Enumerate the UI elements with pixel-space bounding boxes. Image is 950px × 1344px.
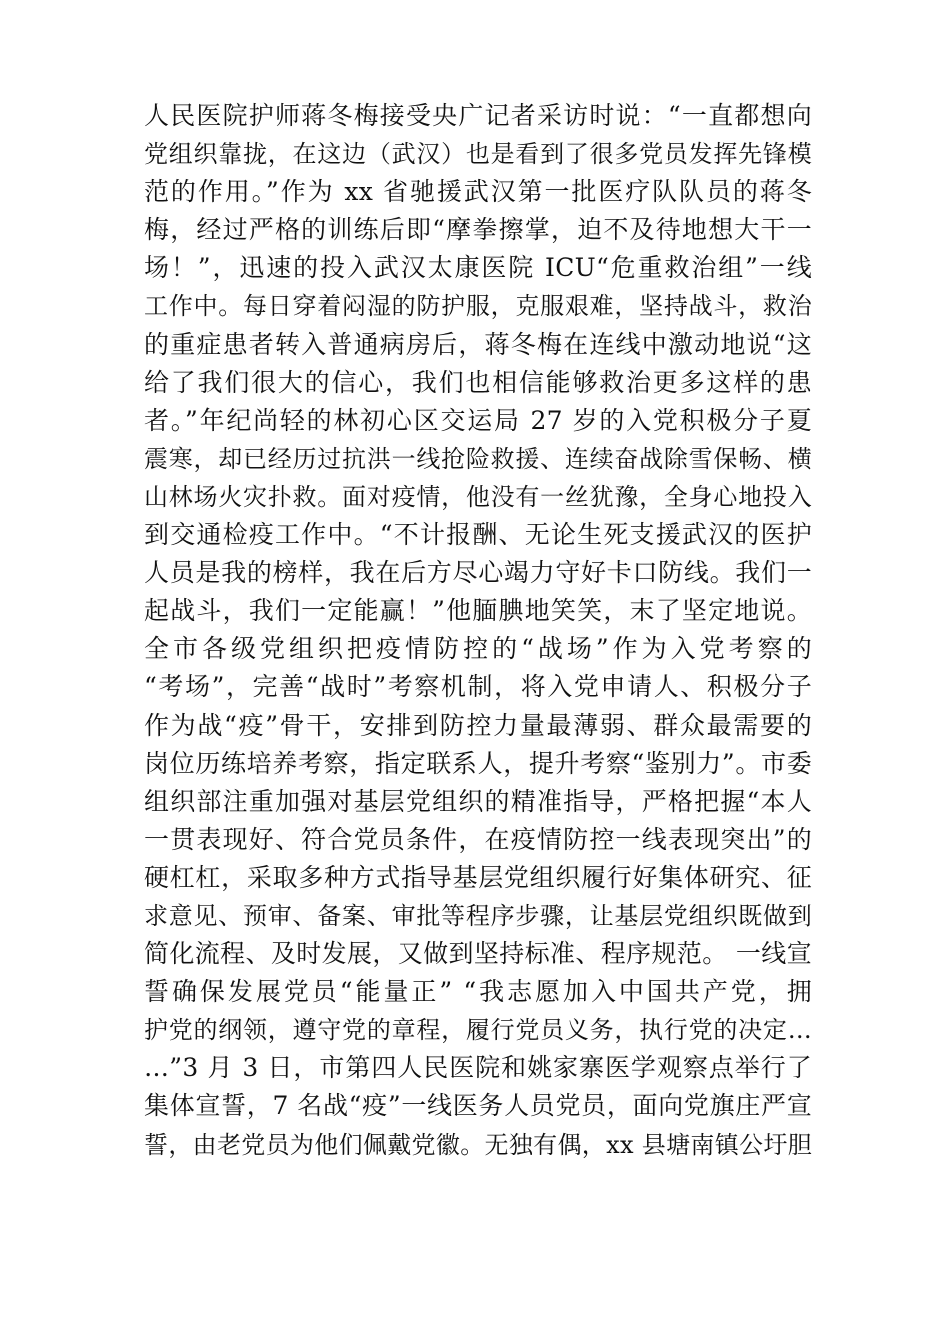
body-text <box>144 97 812 1164</box>
text-line: 到交通检疫工作中。“不计报酬、无论生死支援武汉的医护 <box>144 520 812 550</box>
text-line: 简化流程、及时发展，又做到坚持标准、程序规范。 一线宣 <box>144 939 812 969</box>
text-line: 人员是我的榜样，我在后方尽心竭力守好卡口防线。我们一 <box>144 558 812 588</box>
text-line: 誓确保发展党员“能量正” “我志愿加入中国共产党，拥 <box>144 977 812 1007</box>
text-line: 山林场火灾扑救。面对疫情，他没有一丝犹豫，全身心地投入 <box>144 482 812 511</box>
text-line: 硬杠杠，采取多种方式指导基层党组织履行好集体研究、征 <box>144 862 812 892</box>
text-line: 工作中。每日穿着闷湿的防护服，克服艰难，坚持战斗，救治 <box>144 292 812 321</box>
text-line: 人民医院护师蒋冬梅接受央广记者采访时说：“一直都想向 <box>144 101 812 130</box>
text-line: 者。”年纪尚轻的林初心区交运局 27 岁的入党积极分子夏 <box>144 405 812 435</box>
text-line: 全市各级党组织把疫情防控的“战场”作为入党考察的 <box>144 634 812 664</box>
text-line: 震寒，却已经历过抗洪一线抢险救援、连续奋战除雪保畅、横 <box>144 444 812 473</box>
text-line: 誓，由老党员为他们佩戴党徽。无独有偶，xx 县塘南镇公圩胆 <box>144 1130 812 1159</box>
text-line: 集体宣誓，7 名战“疫”一线医务人员党员，面向党旗庄严宣 <box>144 1091 812 1121</box>
text-line: …”3 月 3 日，市第四人民医院和姚家寨医学观察点举行了 <box>144 1053 812 1083</box>
text-line: 场！”，迅速的投入武汉太康医院 ICU“危重救治组”一线 <box>144 253 812 283</box>
text-line: 梅，经过严格的训练后即“摩拳擦掌，迫不及待地想大干一 <box>144 215 812 245</box>
text-line: “考场”，完善“战时”考察机制，将入党申请人、积极分子 <box>144 672 812 702</box>
text-line: 组织部注重加强对基层党组织的精准指导，严格把握“本人 <box>144 786 812 816</box>
text-line: 作为战“疫”骨干，安排到防控力量最薄弱、群众最需要的 <box>144 710 812 740</box>
text-line: 的重症患者转入普通病房后，蒋冬梅在连线中激动地说“这 <box>144 329 812 359</box>
text-line: 给了我们很大的信心，我们也相信能够救治更多这样的患 <box>144 367 812 397</box>
text-line: 求意见、预审、备案、审批等程序步骤，让基层党组织既做到 <box>144 901 812 930</box>
text-line: 范的作用。”作为 xx 省驰援武汉第一批医疗队队员的蒋冬 <box>144 177 812 207</box>
text-line: 党组织靠拢，在这边（武汉）也是看到了很多党员发挥先锋模 <box>144 140 812 169</box>
text-line: 一贯表现好、符合党员条件，在疫情防控一线表现突出”的 <box>144 824 812 854</box>
text-line: 岗位历练培养考察，指定联系人，提升考察“鉴别力”。市委 <box>144 748 812 778</box>
text-line: 护党的纲领，遵守党的章程，履行党员义务，执行党的决定… <box>144 1016 812 1045</box>
text-line: 起战斗，我们一定能赢！”他腼腆地笑笑，末了坚定地说。 <box>144 596 812 626</box>
